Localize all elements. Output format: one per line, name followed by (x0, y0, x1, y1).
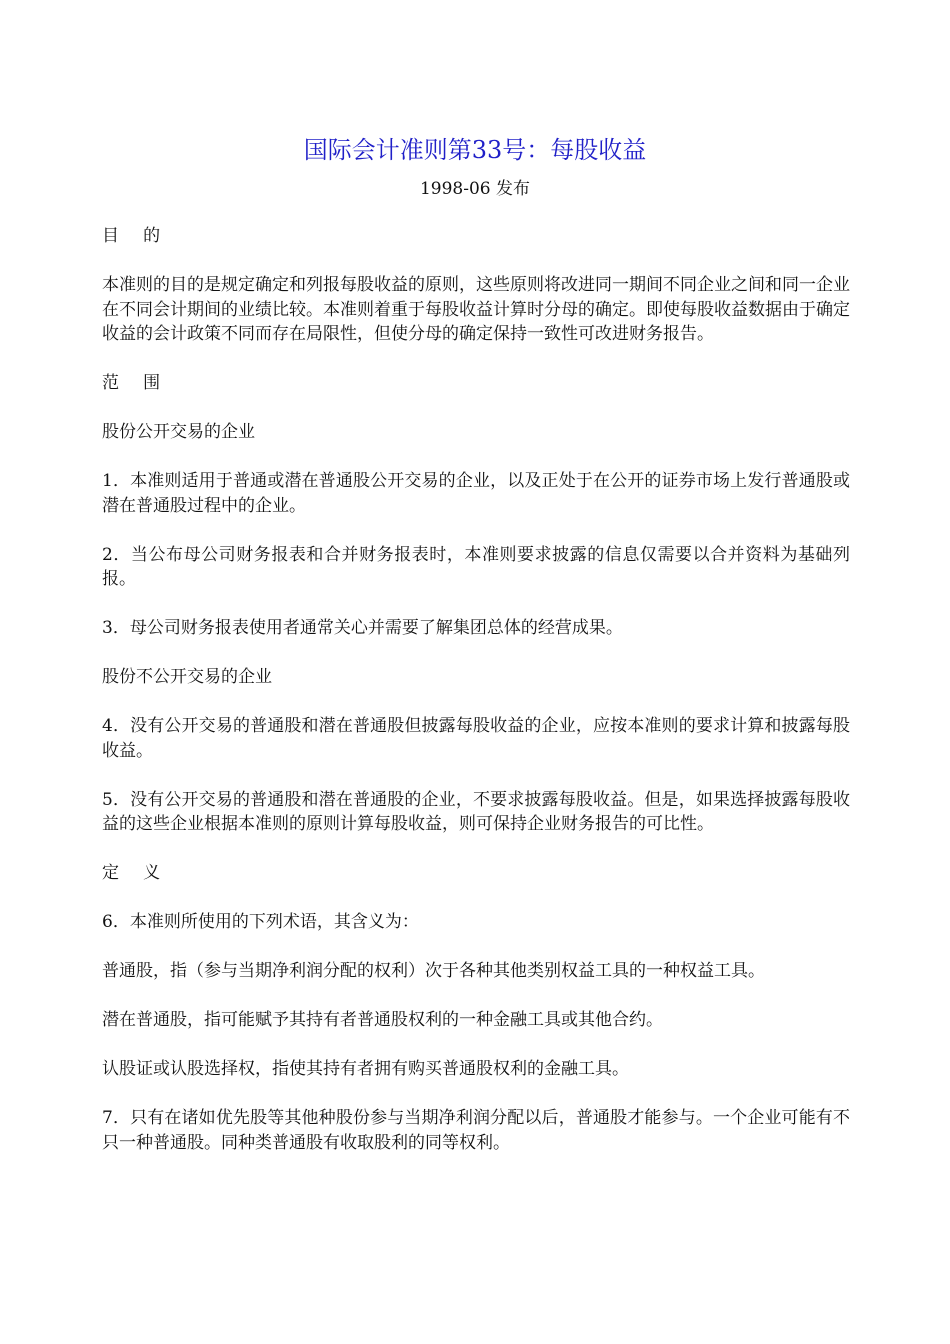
paragraph-5: 5．没有公开交易的普通股和潜在普通股的企业，不要求披露每股收益。但是，如果选择披露每股收益的这些企业根据本准则的原则计算每股收益，则可保持企业财务报告的可比性。 (102, 789, 850, 834)
paragraph-purpose: 本准则的目的是规定确定和列报每股收益的原则，这些原则将改进同一期间不同企业之间和同一企业在不同会计期间的业绩比较。本准则着重于每股收益计算时分母的确定。即使每股收益数据由于确定收益的会计政策不同而存在局限性，但使分母的确定保持一致性可改进财务报告。 (102, 275, 850, 344)
definition-potential-ordinary-share: 潜在普通股，指可能赋予其持有者普通股权利的一种金融工具或其他合约。 (102, 1010, 663, 1030)
paragraph-1: 1．本准则适用于普通或潜在普通股公开交易的企业，以及正处于在公开的证券市场上发行普通股或潜在普通股过程中的企业。 (102, 471, 850, 516)
section-heading-scope: 范 围 (102, 373, 170, 393)
document-body (102, 224, 850, 1180)
paragraph-4: 4．没有公开交易的普通股和潜在普通股但披露每股收益的企业，应按本准则的要求计算和披露每股收益。 (102, 716, 850, 761)
section-heading-purpose: 目 的 (102, 226, 170, 246)
definition-warrants-options: 认股证或认股选择权，指使其持有者拥有购买普通股权利的金融工具。 (102, 1059, 629, 1079)
publish-date: 1998-06 发布 (419, 179, 531, 199)
paragraph-6: 6．本准则所使用的下列术语，其含义为： (102, 912, 419, 932)
document-title: 国际会计准则第33号：每股收益 (303, 136, 647, 164)
definition-ordinary-share: 普通股，指（参与当期净利润分配的权利）次于各种其他类别权益工具的一种权益工具。 (102, 961, 765, 981)
paragraph-7: 7．只有在诸如优先股等其他种股份参与当期净利润分配以后，普通股才能参与。一个企业可能有不只一种普通股。同种类普通股有收取股利的同等权利。 (102, 1108, 850, 1153)
paragraph-3: 3．母公司财务报表使用者通常关心并需要了解集团总体的经营成果。 (102, 618, 623, 638)
subheading-public-entities: 股份公开交易的企业 (102, 422, 255, 442)
subheading-non-public-entities: 股份不公开交易的企业 (102, 667, 272, 687)
paragraph-2: 2．当公布母公司财务报表和合并财务报表时，本准则要求披露的信息仅需要以合并资料为基础列报。 (102, 544, 850, 589)
section-heading-definitions: 定 义 (102, 863, 170, 883)
